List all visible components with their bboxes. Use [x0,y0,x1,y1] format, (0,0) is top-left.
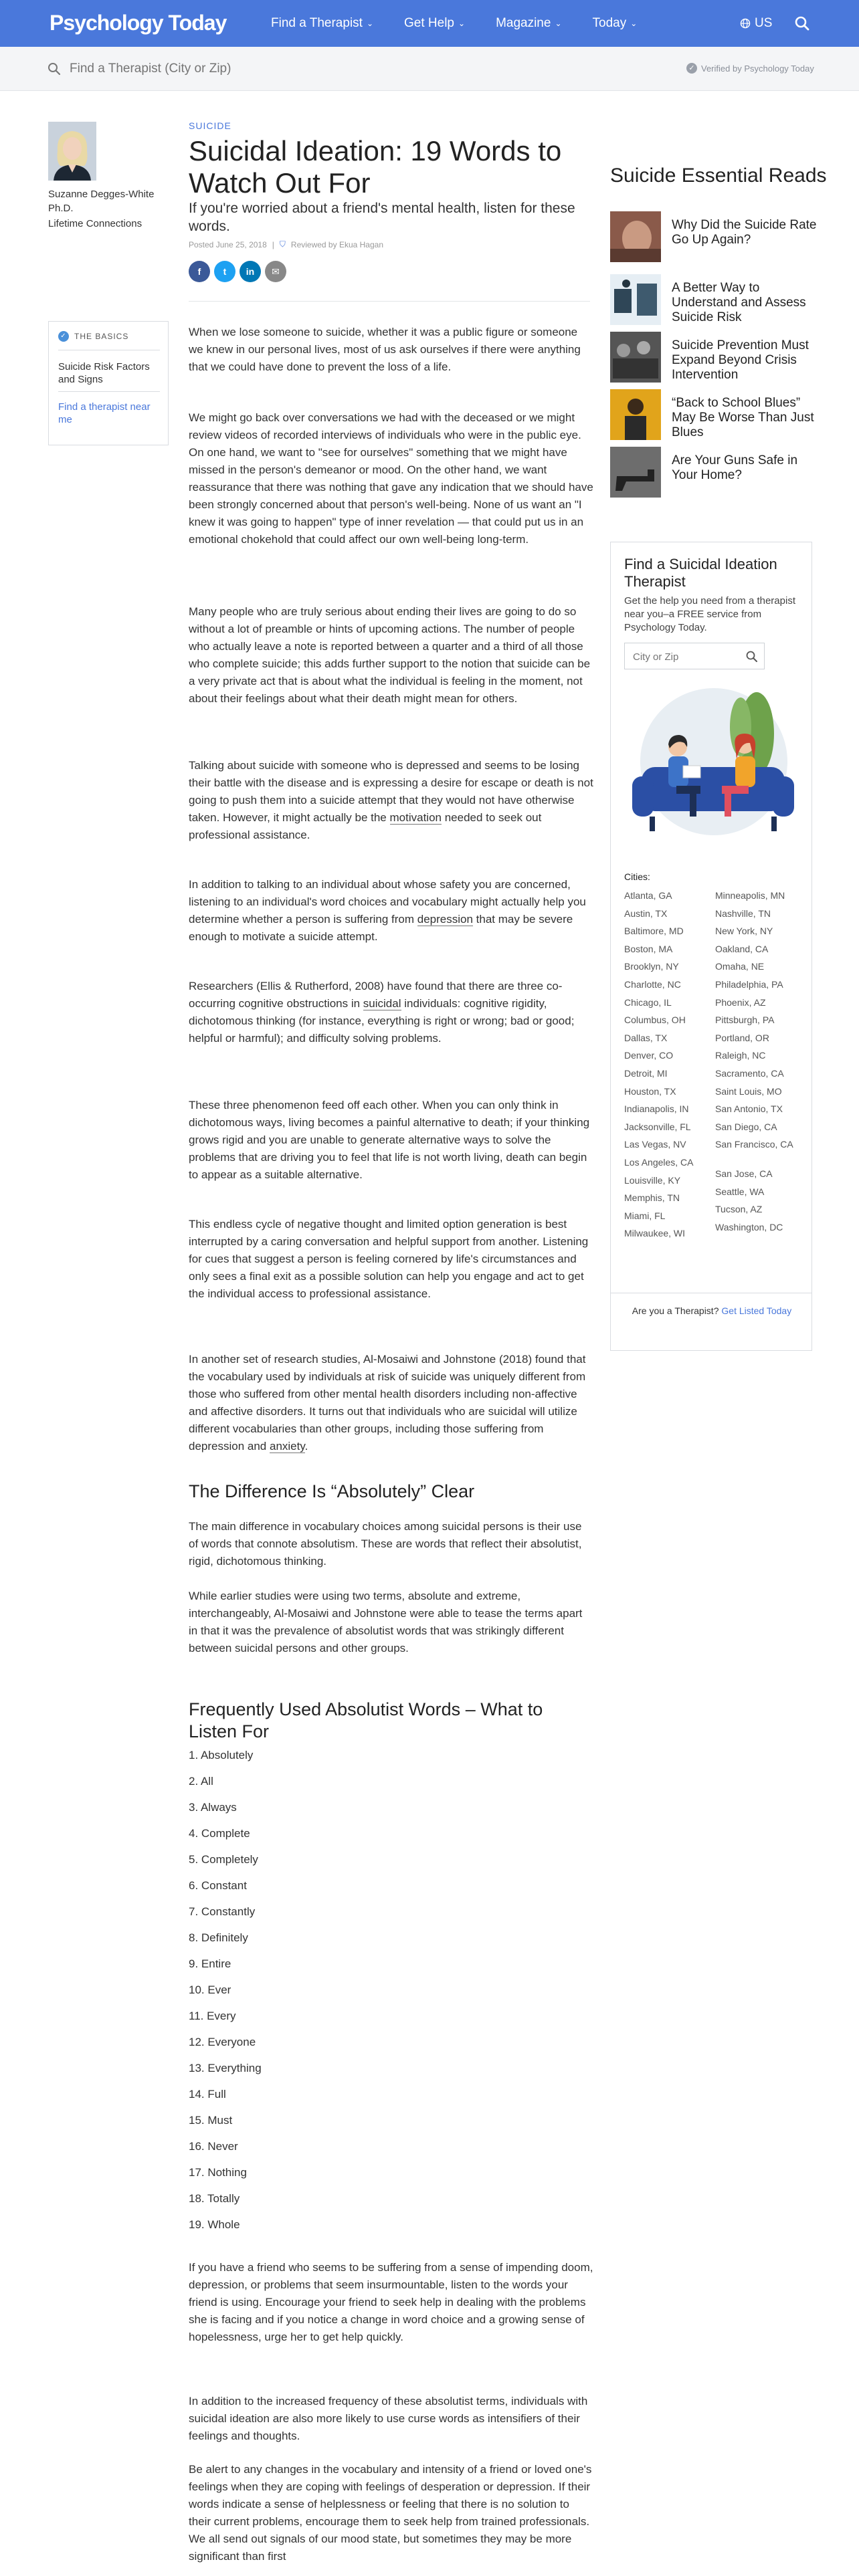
list-item: 15. Must [189,2114,233,2127]
verified-label: Verified by Psychology Today [701,63,814,74]
motivation-link[interactable]: motivation [389,811,442,824]
article-paragraph [189,1351,594,1455]
therapist-question: Are you a Therapist? [632,1305,719,1316]
city-link[interactable]: Minneapolis, MN [715,890,785,901]
cities-label: Cities: [624,871,650,882]
therapist-search-bar [0,47,859,91]
city-link[interactable]: Portland, OR [715,1032,769,1043]
list-item: 19. Whole [189,2218,240,2231]
author-name[interactable]: Suzanne Degges-White Ph.D. [48,189,155,214]
city-link[interactable]: Detroit, MI [624,1068,668,1079]
email-share-button[interactable]: ✉ [265,261,286,282]
main-nav [271,16,637,31]
article-thumbnail [610,389,661,440]
list-item: 3. Always [189,1801,237,1814]
chevron-down-icon: ⌄ [458,19,466,28]
city-link[interactable]: San Jose, CA [715,1168,773,1179]
article-paragraph [189,757,594,844]
twitter-share-button[interactable]: t [214,261,235,282]
city-link[interactable]: Columbus, OH [624,1014,686,1026]
city-link[interactable]: Raleigh, NC [715,1050,766,1061]
nav-label: Magazine [496,16,551,30]
article-thumbnail [610,274,661,325]
city-link[interactable]: Washington, DC [715,1221,783,1232]
divider [189,301,590,302]
nav-find-therapist[interactable] [271,16,373,31]
anxiety-link[interactable]: anxiety [269,1440,305,1453]
site-logo[interactable]: Psychology Today [50,11,227,35]
article-paragraph: While earlier studies were using two terms, absolute and extreme, interchangeably, Al-Mosaiwi and Johnstone were able to tease the terms apart in that it was the prevalence of absolutist words that was strikingly different between suicidal persons and other groups. [189,1590,583,1654]
text-span: that may be severe enough to motivate a suicide attempt. [189,913,573,943]
city-link[interactable]: Los Angeles, CA [624,1157,694,1168]
city-link[interactable]: Memphis, TN [624,1192,680,1204]
share-buttons [189,261,286,282]
city-link[interactable]: Tucson, AZ [715,1204,763,1215]
section-heading: The Difference Is “Absolutely” Clear [189,1481,475,1501]
checkmark-icon: ✓ [686,63,697,74]
basics-heading-label: THE BASICS [74,332,129,341]
article-paragraph: If you have a friend who seems to be suffering from a sense of impending doom, depression, or problems that seem insurmountable, listen to the words your friend is using. Encourage your friend to seek help in dealing with the problems she is facing and if you notice a change in word choice and a growing sense of hopelessness, urge her to get help quickly. [189,2261,593,2343]
list-item: 9. Entire [189,1957,231,1970]
list-item: 8. Definitely [189,1931,248,1944]
city-link[interactable]: Saint Louis, MO [715,1085,782,1097]
city-link[interactable]: Sacramento, CA [715,1068,784,1079]
list-item: 2. All [189,1775,213,1788]
city-link[interactable]: Atlanta, GA [624,890,672,901]
city-link[interactable]: Las Vegas, NV [624,1139,686,1150]
chevron-down-icon: ⌄ [555,19,562,28]
text-span: Talking about suicide with someone who is depressed and seems to be losing their battle with the disease and is expressing a desire for escape or death is not going to push them into a suicide attempt that they would not have otherwise taken. However, it might actually be the [189,759,593,824]
basics-heading [58,331,128,342]
article-paragraph: In addition to the increased frequency of these absolutist terms, individuals with suicidal ideation are also more likely to use curse words as intensifiers of their feelings and thoughts. [189,2395,588,2442]
search-icon [47,62,62,76]
list-item: 6. Constant [189,1879,247,1892]
byline [189,239,383,249]
list-item: 13. Everything [189,2062,262,2074]
essential-read-item[interactable] [610,211,818,263]
city-link[interactable]: San Antonio, TX [715,1103,783,1115]
list-item: 5. Completely [189,1853,258,1866]
city-link[interactable]: Philadelphia, PA [715,979,783,990]
search-icon[interactable] [745,650,759,663]
facebook-share-button[interactable]: f [189,261,210,282]
article-paragraph: When we lose someone to suicide, whether it was a public figure or someone we knew in our personal lives, most of us ask ourselves if there were anything that we could have done to prevent the loss of a life. [189,326,581,373]
essential-read-title: Are Your Guns Safe in Your Home? [672,453,798,482]
list-item: 4. Complete [189,1827,250,1840]
essential-read-title: “Back to School Blues” May Be Worse Than Just Blues [672,396,814,439]
text-span: In addition to talking to an individual about whose safety you are concerned, listening to an individual's word choices and vocabulary might actually help you determine whether a person is suffering from [189,878,586,926]
list-item: 7. Constantly [189,1905,256,1918]
locale-label: US [755,16,773,30]
suicidal-link[interactable]: suicidal [363,997,401,1010]
city-link[interactable]: San Diego, CA [715,1121,777,1132]
verified-badge [686,63,814,74]
chevron-down-icon: ⌄ [366,19,374,28]
article-paragraph [189,876,594,946]
city-link[interactable]: San Francisco, CA [715,1139,793,1150]
nav-label: Find a Therapist [271,16,363,30]
essential-read-title: Suicide Prevention Must Expand Beyond Crisis Intervention [672,338,809,382]
article-paragraph: Be alert to any changes in the vocabulary and intensity of a friend or loved one's feelings when they are coping with feelings of desperation or depression. If their words indicate a sense of helplessness or feeling that there is no solution to their current problems, encourage them to seek help from trained professionals. We all send out signals of our mood state, but sometimes they may be more significant than first [189,2463,592,2563]
essential-read-item[interactable] [610,447,818,499]
article-paragraph: Many people who are truly serious about ending their lives are going to do so without a lot of preamble or hints of upcoming actions. The number of people who actually leave a note is reported between a quarter and a third of all those who complete suicide; this adds further support to the notion that suicide can be a very private act that is about what the individual is feeling in the moment, not about their feelings about what their death might mean for others. [189,605,591,705]
author-avatar[interactable] [48,122,96,181]
therapist-finder-box [610,542,812,1351]
article-paragraph [189,978,594,1047]
text-span: . [304,1440,308,1453]
finder-title: Find a Suicidal Ideation Therapist [624,556,777,590]
nav-get-help[interactable] [404,16,465,31]
byline-divider: | [272,239,274,249]
list-item: 14. Full [189,2088,226,2101]
nav-magazine[interactable] [496,16,561,31]
nav-today[interactable] [593,16,638,31]
essential-read-title: Why Did the Suicide Rate Go Up Again? [672,218,817,247]
search-icon[interactable] [793,15,811,32]
author-portrait [48,122,96,181]
article-paragraph: These three phenomenon feed off each other. When you can only think in dichotomous ways, living becomes a painful alternative to death; if your thinking grows rigid and you are unable to generate alternative ways to solve the problems that are driving you to feel that life is not worth living, death can begin to appear as a suitable alternative. [189,1099,590,1181]
text-span: In another set of research studies, Al-Mosaiwi and Johnstone (2018) found that the vocabulary used by individuals at risk of suicide was uniquely different from those who suffered from other mental health disorders including non-affective and affective disorders. It turns out that individuals who are suicidal will utilize different vocabularies than other groups, including those suffering from depression and [189,1353,586,1453]
city-link[interactable]: Brooklyn, NY [624,961,679,972]
article-paragraph: The main difference in vocabulary choices among suicidal persons is their use of words that connote absolutism. These are words that reflect their absolutist, rigid, dichotomous thinking. [189,1520,582,1568]
list-item: 17. Nothing [189,2166,247,2179]
linkedin-share-button[interactable]: in [240,261,261,282]
article-paragraph: We might go back over conversations we had with the deceased or we might review videos of recorded interviews of individuals who were in the public eye. On one hand, we want to "see for ourselves" something that we might have missed in the person's demeanor or mood. On the other hand, we want reassurance that there was nothing that gave any indication that we should have been strongly concerned about that person's well-being. None of us want an "I knew it was going to happen" type of inner revelation — that could put us in an emotional chokehold that could affect our own well-being long-term. [189,411,593,546]
text-span: individuals: cognitive rigidity, dichotomous thinking (for instance, everything is right or wrong; bad or good; helpful or harmful); and difficulty solving problems. [189,997,575,1045]
list-item: 1. Absolutely [189,1749,254,1761]
shield-icon: ⛉ [279,239,286,249]
city-link[interactable]: Milwaukee, WI [624,1228,686,1239]
article-paragraph: This endless cycle of negative thought and limited option generation is best interrupted by a caring conversation and helpful support from another. Listening for cues that suggest a person is feeling cornered by life's circumstances and only sees a final exit as a possible solution can help you engage and act to get the individual access to professional assistance. [189,1218,589,1300]
city-link[interactable]: Oakland, CA [715,943,769,954]
city-link[interactable]: Omaha, NE [715,961,765,972]
globe-icon [740,18,751,29]
city-link[interactable]: Austin, TX [624,907,668,919]
finder-subtitle: Get the help you need from a therapist near you–a FREE service from Psychology Today. [624,595,795,633]
city-link[interactable]: Indianapolis, IN [624,1103,689,1115]
article-thumbnail [610,211,661,262]
essential-read-item[interactable] [610,274,818,326]
basics-link-risk-factors[interactable]: Suicide Risk Factors and Signs [58,361,150,385]
list-item: 10. Ever [189,1983,231,1996]
get-listed-link[interactable]: Get Listed Today [721,1305,792,1316]
essential-reads-title: Suicide Essential Reads [610,165,827,187]
top-nav-bar [0,0,859,47]
list-item: 16. Never [189,2140,238,2153]
basics-box [48,321,169,445]
city-link[interactable]: Boston, MA [624,943,673,954]
divider [58,391,160,392]
city-link[interactable]: Chicago, IL [624,996,672,1008]
nav-label: Today [592,16,627,30]
text-span: needed to seek out professional assistance. [189,811,542,841]
list-item: 11. Every [189,2010,236,2022]
text-span: Researchers (Ellis & Rutherford, 2008) have found that there are three co-occurring cognitive obstructions in [189,980,563,1010]
article-thumbnail [610,332,661,383]
topic-kicker[interactable]: SUICIDE [189,120,231,131]
city-link[interactable]: Houston, TX [624,1085,676,1097]
info-icon: ✓ [58,331,69,342]
essential-read-item[interactable] [610,389,818,441]
city-link[interactable]: Dallas, TX [624,1032,668,1043]
city-link[interactable]: Pittsburgh, PA [715,1014,775,1026]
article-thumbnail [610,447,661,498]
essential-read-item[interactable] [610,332,818,384]
essential-read-title: A Better Way to Understand and Assess Suicide Risk [672,281,806,324]
reviewed-by[interactable]: Reviewed by Ekua Hagan [290,239,383,249]
list-item: 12. Everyone [189,2036,256,2048]
city-link[interactable]: New York, NY [715,926,773,937]
posted-date: Posted June 25, 2018 [189,239,267,249]
absolutist-word-list [189,1747,389,2242]
city-link[interactable]: Denver, CO [624,1050,674,1061]
nav-label: Get Help [404,16,454,30]
section-heading: Frequently Used Absolutist Words – What to Listen For [189,1699,543,1741]
therapist-cta [624,1305,799,1317]
city-link[interactable]: Seattle, WA [715,1186,765,1197]
city-zip-field [624,643,765,669]
city-link[interactable]: Louisville, KY [624,1174,681,1186]
therapy-session-illustration [623,687,801,838]
city-zip-input[interactable] [633,650,740,663]
article-title: Suicidal Ideation: 19 Words to Watch Out For [189,135,562,199]
article-subtitle: If you're worried about a friend's mental health, listen for these words. [189,201,575,234]
city-link[interactable]: Miami, FL [624,1210,666,1221]
therapist-search-input[interactable] [70,60,471,78]
depression-link[interactable]: depression [417,913,473,926]
chevron-down-icon: ⌄ [630,19,638,28]
locale-selector[interactable] [740,16,772,31]
basics-link-find-therapist[interactable]: Find a therapist near me [58,401,151,425]
city-link[interactable]: Baltimore, MD [624,926,684,937]
city-link[interactable]: Charlotte, NC [624,979,681,990]
city-link[interactable]: Jacksonville, FL [624,1121,691,1132]
author-blog[interactable]: Lifetime Connections [48,218,142,229]
city-link[interactable]: Nashville, TN [715,907,771,919]
city-link[interactable]: Phoenix, AZ [715,996,766,1008]
list-item: 18. Totally [189,2192,240,2205]
